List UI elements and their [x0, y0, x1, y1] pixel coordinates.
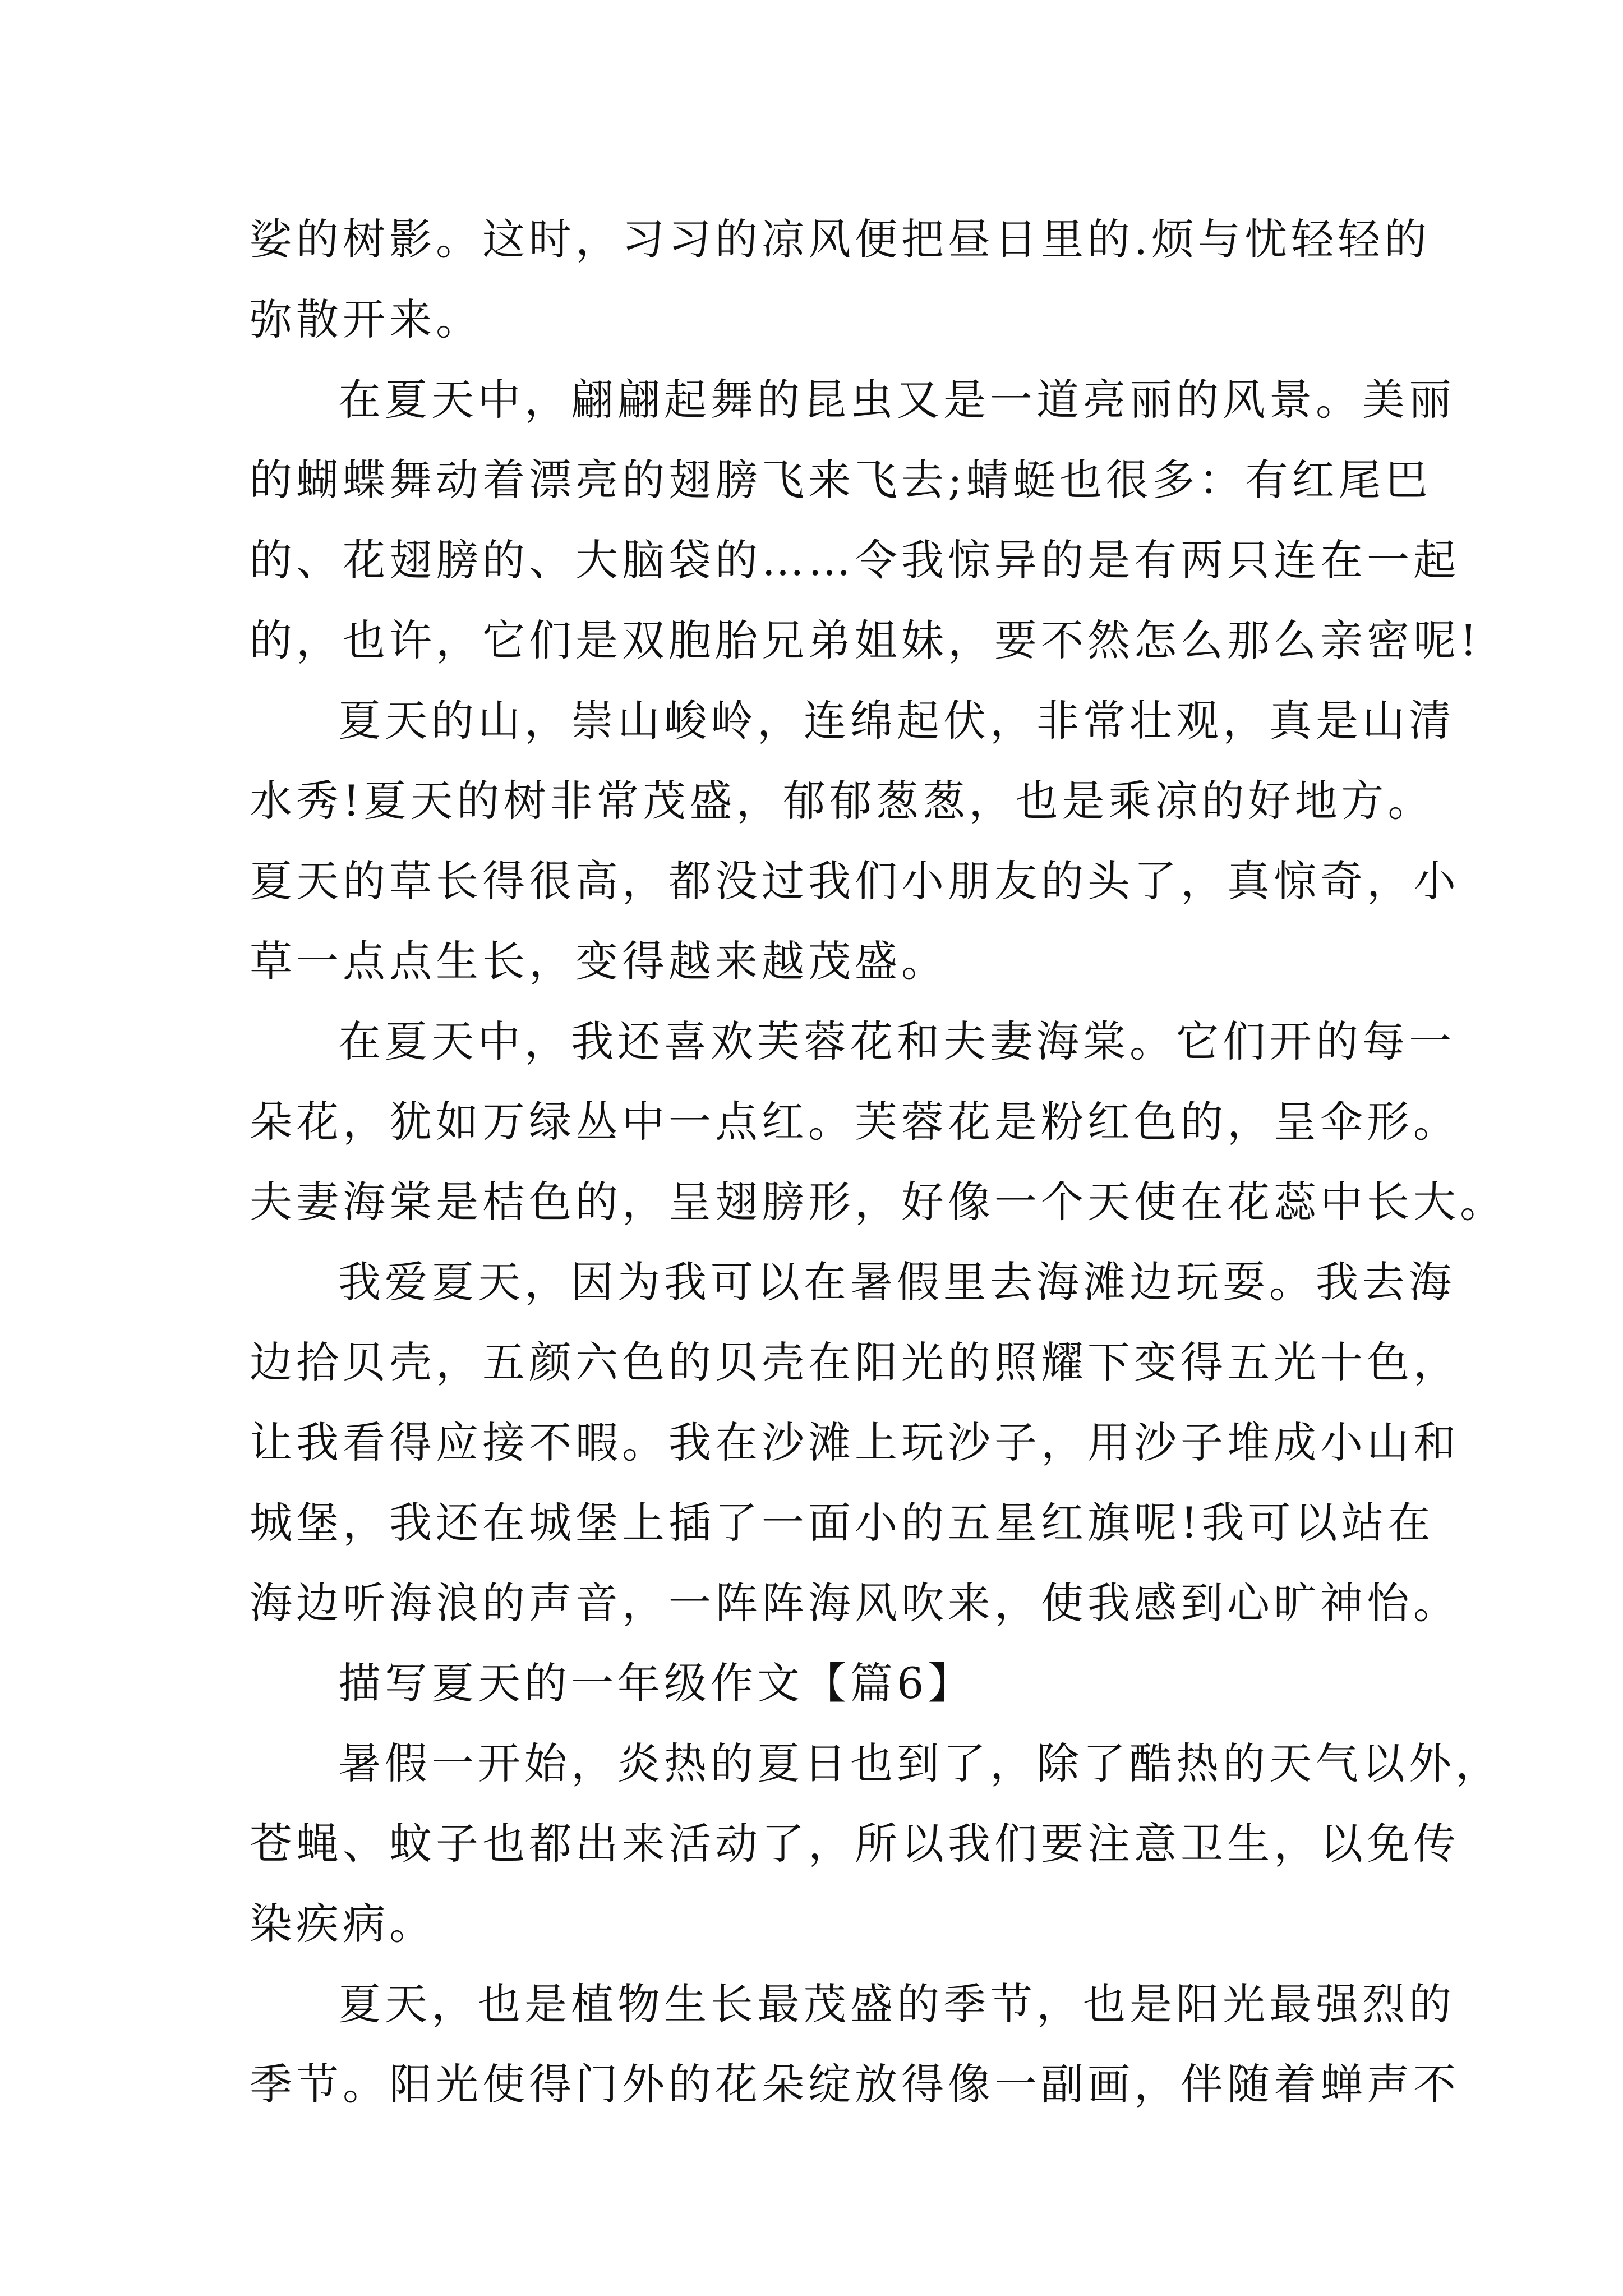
text-line: 染疾病。	[250, 1899, 436, 1949]
text-line: 边拾贝壳，五颜六色的贝壳在阳光的照耀下变得五光十色，	[250, 1337, 1460, 1387]
text-line: 海边听海浪的声音，一阵阵海风吹来，使我感到心旷神怡。	[250, 1578, 1460, 1628]
text-line: 娑的树影。这时，习习的凉风便把昼日里的.烦与忧轻轻的	[250, 214, 1431, 264]
text-line: 暑假一开始，炎热的夏日也到了，除了酷热的天气以外，	[338, 1738, 1502, 1788]
text-line: 夏天，也是植物生长最茂盛的季节，也是阳光最强烈的	[338, 1979, 1455, 2029]
text-line: 我爱夏天，因为我可以在暑假里去海滩边玩耍。我去海	[338, 1257, 1455, 1307]
text-line: 夫妻海棠是桔色的，呈翅膀形，好像一个天使在花蕊中长大。	[250, 1177, 1506, 1227]
text-line: 让我看得应接不暇。我在沙滩上玩沙子，用沙子堆成小山和	[250, 1418, 1460, 1467]
text-line: 城堡，我还在城堡上插了一面小的五星红旗呢!我可以站在	[250, 1498, 1435, 1548]
document-body	[250, 199, 1506, 2124]
text-line: 草一点点生长，变得越来越茂盛。	[250, 936, 948, 986]
text-line: 弥散开来。	[250, 295, 482, 344]
text-line: 朵花，犹如万绿丛中一点红。芙蓉花是粉红色的，呈伞形。	[250, 1097, 1460, 1147]
text-line: 的、花翅膀的、大脑袋的……令我惊异的是有两只连在一起	[250, 535, 1460, 585]
text-line: 苍蝇、蚊子也都出来活动了，所以我们要注意卫生，以免传	[250, 1819, 1460, 1869]
section-heading: 描写夏天的一年级作文【篇6】	[338, 1658, 975, 1708]
text-line: 夏天的山，崇山峻岭，连绵起伏，非常壮观，真是山清	[338, 696, 1455, 746]
text-line: 季节。阳光使得门外的花朵绽放得像一副画，伴随着蝉声不	[250, 2059, 1460, 2109]
text-line: 的蝴蝶舞动着漂亮的翅膀飞来飞去;蜻蜓也很多：有红尾巴	[250, 455, 1432, 505]
text-line: 的，也许，它们是双胞胎兄弟姐妹，要不然怎么那么亲密呢!	[250, 615, 1481, 665]
text-line: 在夏天中，我还喜欢芙蓉花和夫妻海棠。它们开的每一	[338, 1016, 1455, 1066]
text-line: 在夏天中，翩翩起舞的昆虫又是一道亮丽的风景。美丽	[338, 375, 1455, 425]
text-line: 夏天的草长得很高，都没过我们小朋友的头了，真惊奇，小	[250, 856, 1460, 906]
text-line: 水秀!夏天的树非常茂盛，郁郁葱葱，也是乘凉的好地方。	[250, 776, 1435, 826]
